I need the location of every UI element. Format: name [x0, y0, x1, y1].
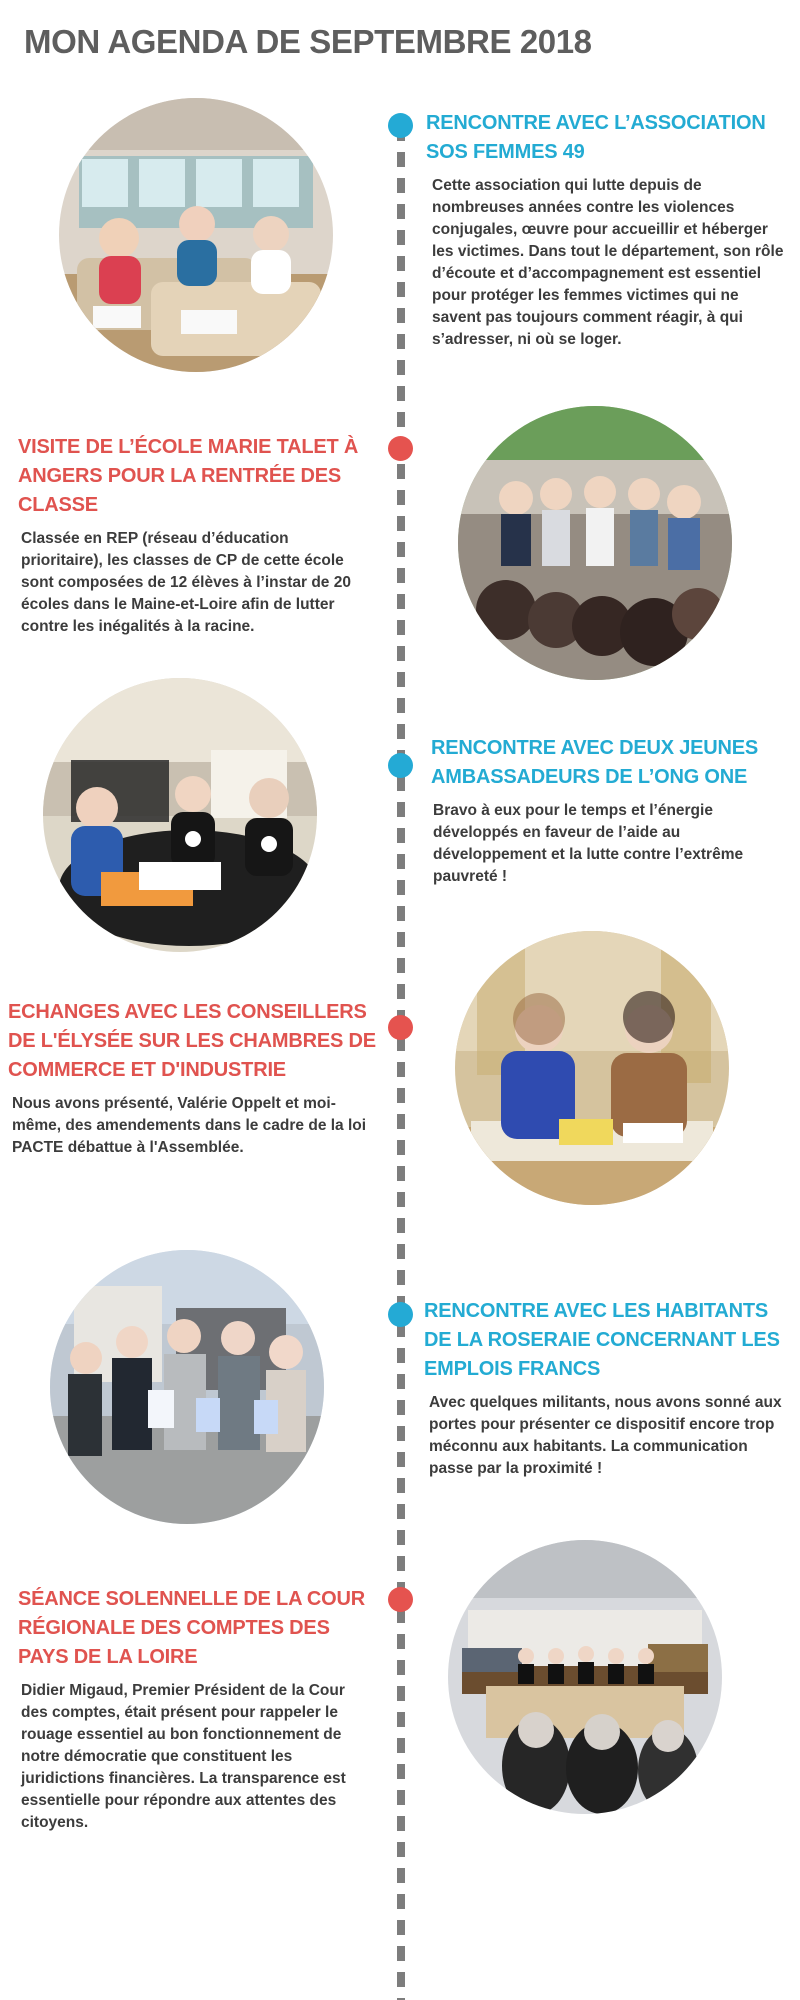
timeline-dot-2	[388, 436, 413, 461]
event-card-elysee-chambres-commerce	[8, 998, 382, 1159]
event-description-elysee-chambres-commerce: Nous avons présenté, Valérie Oppelt et moi-même, des amendements dans le cadre de la loi PACTE débattue à l'Assemblée.	[12, 1095, 367, 1156]
timeline-dot-5	[388, 1302, 413, 1327]
event-card-sos-femmes-49	[426, 109, 784, 351]
school-visit-photo	[458, 406, 732, 680]
event-title-roseraie-emplois-francs: RENCONTRE AVEC LES HABITANTS DE LA ROSERAIE CONCERNANT LES EMPLOIS FRANCS	[424, 1300, 780, 1380]
event-description-cour-regionale-comptes: Didier Migaud, Premier Président de la Cour des comptes, était présent pour rappeler le rouage essentiel au bon fonctionnement de notre démocratie que constituent les juridictions financières. La transparence est essentielle pour répondre aux attentes des citoyens.	[21, 1682, 346, 1831]
event-card-ecole-marie-talet	[18, 433, 373, 638]
event-description-sos-femmes-49: Cette association qui lutte depuis de nombreuses années contre les violences conjugales, œuvre pour accueillir et héberger les victimes. Dans tout le département, son rôle d’écoute et d’accompagnement est essentiel pour protéger les femmes victimes qui ne savent pas toujours comment réagir, à qui s’adresser, ni où se loger.	[432, 177, 784, 348]
event-description-roseraie-emplois-francs: Avec quelques militants, nous avons sonné aux portes pour présenter ce dispositif encore trop méconnu aux habitants. La communication passe par la proximité !	[429, 1394, 782, 1477]
event-description-ong-one: Bravo à eux pour le temps et l’énergie développés en faveur de l’aide au développement et la lutte contre l’extrême pauvreté !	[433, 802, 744, 885]
court-session-photo	[448, 1540, 722, 1814]
elysee-meeting-photo	[455, 931, 729, 1205]
roseraie-neighbors-photo	[50, 1250, 324, 1524]
event-card-roseraie-emplois-francs	[424, 1297, 788, 1480]
timeline-dot-6	[388, 1587, 413, 1612]
one-ambassadors-photo	[43, 678, 317, 952]
event-title-ecole-marie-talet: VISITE DE L’ÉCOLE MARIE TALET À ANGERS POUR LA RENTRÉE DES CLASSE	[18, 436, 359, 516]
timeline-line	[397, 126, 405, 2000]
event-title-ong-one: RENCONTRE AVEC DEUX JEUNES AMBASSADEURS DE L’ONG ONE	[431, 737, 759, 788]
timeline-dot-1	[388, 113, 413, 138]
event-title-sos-femmes-49: RENCONTRE AVEC L’ASSOCIATION SOS FEMMES 49	[426, 112, 766, 163]
timeline-dot-3	[388, 753, 413, 778]
page-title: MON AGENDA DE SEPTEMBRE 2018	[24, 23, 592, 60]
event-card-ong-one	[431, 734, 776, 888]
meeting-photo	[59, 98, 333, 372]
event-title-cour-regionale-comptes: SÉANCE SOLENNELLE DE LA COUR RÉGIONALE DES COMPTES DES PAYS DE LA LOIRE	[18, 1588, 366, 1668]
event-card-cour-regionale-comptes	[18, 1585, 373, 1834]
timeline-dot-4	[388, 1015, 413, 1040]
event-description-ecole-marie-talet: Classée en REP (réseau d’éducation prioritaire), les classes de CP de cette école sont composées de 12 élèves à l’instar de 20 écoles dans le Maine-et-Loire afin de lutter contre les inégalités à la racine.	[21, 530, 351, 635]
event-title-elysee-chambres-commerce: ECHANGES AVEC LES CONSEILLERS DE L'ÉLYSÉE SUR LES CHAMBRES DE COMMERCE ET D'INDUSTRIE	[8, 1001, 376, 1081]
